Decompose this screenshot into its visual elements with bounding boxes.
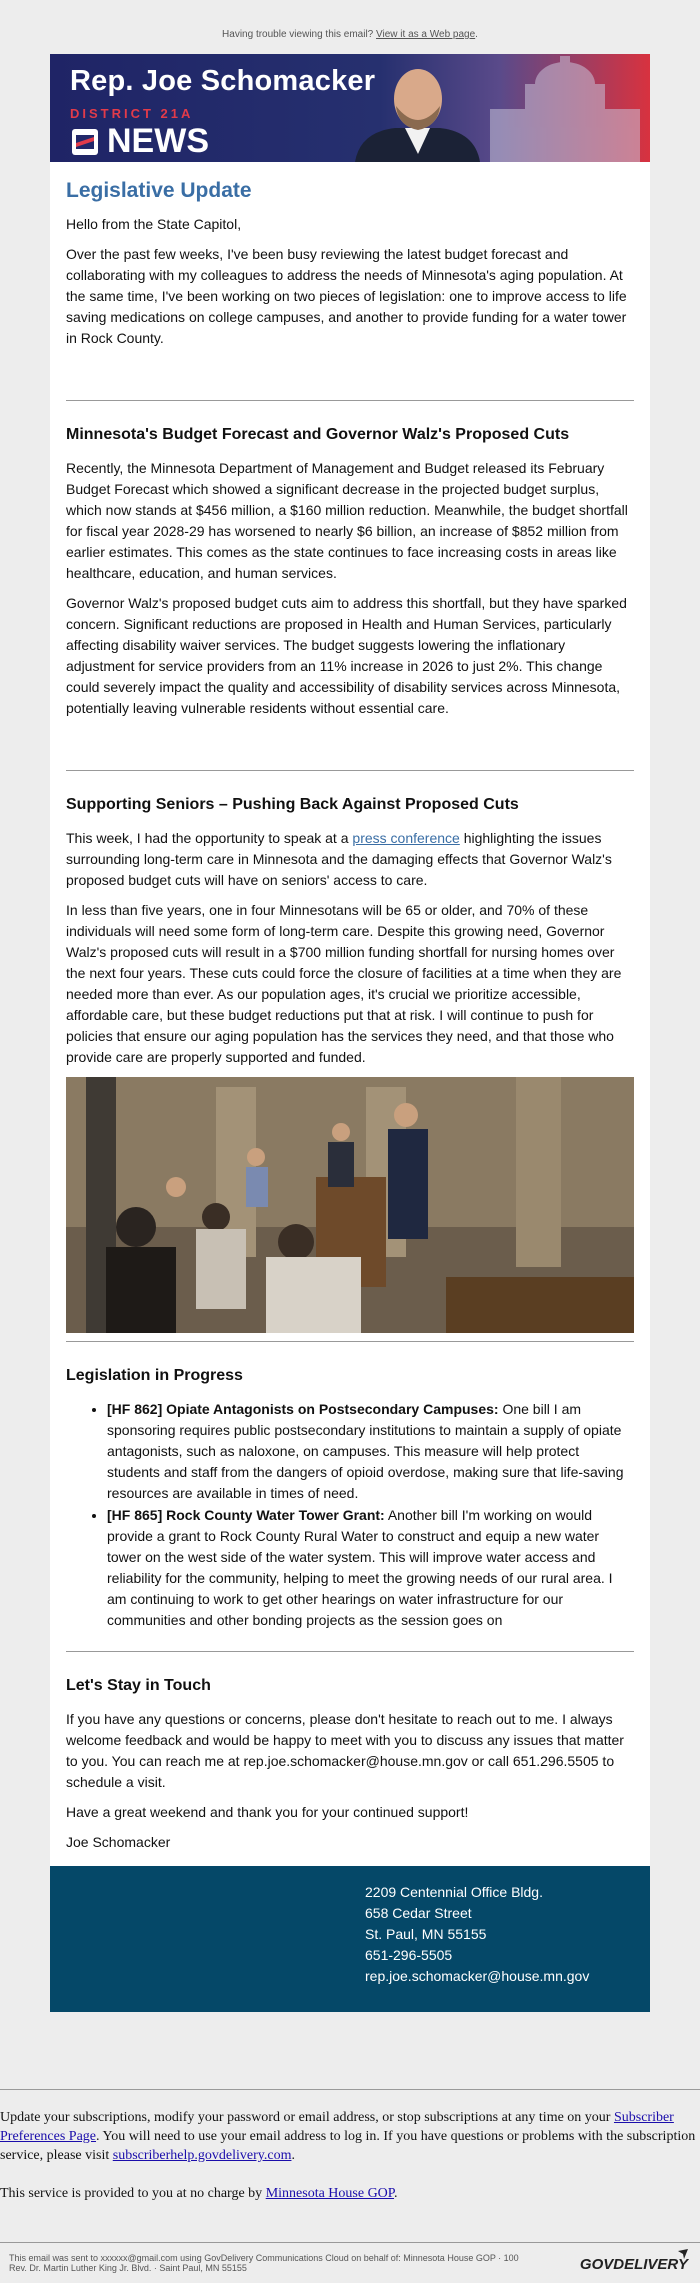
seniors-paragraph-2: In less than five years, one in four Minnesotans will be 65 or older, and 70% of these individuals will need some form of long-term care. Despite this growing need, Governor Walz's proposed cuts will result in a $700 million funding shortfall for nursing homes over the next four years. These cuts could force the closure of facilities at a time when they are needed more than ever. As our population ages, it's crucial we prioritize accessible, affordable care, but these budget reductions put that at risk. I will continue to push for policies that ensure our aging population has the services they need, and that those who provide care are properly supported and funded. [66, 902, 622, 1065]
phone-number: 651-296-5505 [365, 1947, 453, 1963]
newsletter-banner [50, 54, 650, 162]
footer-divider [0, 2242, 700, 2243]
news-label: NEWS [107, 122, 209, 160]
touch-paragraph: If you have any questions or concerns, please don't hesitate to reach out to me. I always welcome feedback and would be happy to meet with you to discuss any issues that matter to you. You can reach me at rep.joe.schomacker@house.mn.gov or call 651.296.5505 to schedule a visit. [66, 1711, 624, 1790]
web-page-link[interactable]: View it as a Web page [376, 29, 476, 40]
city-address: St. Paul, MN 55155 [365, 1926, 487, 1942]
subscription-text-b: . You will need to use your email address to log in. If you have questions or problems with the subscription service, please visit [0, 2129, 696, 2163]
subscription-footer [0, 2089, 700, 2243]
seniors-text-a: This week, I had the opportunity to speak at a [66, 830, 353, 846]
district-label: DISTRICT 21A [70, 106, 194, 121]
seniors-text-b: highlighting the issues surrounding long-term care in Minnesota and the damaging effects that Governor Walz's proposed budget cuts will have on seniors' access to care. [66, 830, 612, 888]
budget-paragraph-1: Recently, the Minnesota Department of Management and Budget released its February Budget Forecast which showed a significant decrease in the projected budget surplus, which now stands at $456 million, a $160 million reduction. Meanwhile, the budget shortfall for fiscal year 2028-29 has worsened to nearly $6 billion, an increase of $852 million from earlier estimates. This comes as the state continues to face increasing costs in areas like healthcare, education, and human services. [66, 460, 628, 581]
email-body [50, 54, 650, 2012]
house-seal-icon [72, 129, 98, 155]
intro-paragraph: Over the past few weeks, I've been busy reviewing the latest budget forecast and collaborating with my colleagues to address the needs of Minnesota's aging population. At the same time, I've been working on two pieces of legislation: one to improve access to life saving medications on college campuses, and another to provide funding for a water tower in Rock County. [66, 246, 627, 346]
seniors-paragraph-1 [66, 828, 634, 891]
trouble-suffix: . [475, 29, 478, 40]
sent-to-line-1: This email was sent to xxxxxx@gmail.com using GovDelivery Communications Cloud on behalf of: Minnesota House GOP · 100 [9, 2253, 519, 2263]
sent-to-line-2: Rev. Dr. Martin Luther King Jr. Blvd. · Saint Paul, MN 55155 [9, 2263, 247, 2273]
bill-title: [HF 865] Rock County Water Tower Grant: [107, 1507, 385, 1523]
list-item [107, 1505, 634, 1631]
contact-footer [50, 1866, 650, 2012]
bill-description: One bill I am sponsoring requires public postsecondary institutions to maintain a supply of opiate antagonists, such as naloxone, on campuses. This measure will help protect students and staff from the dangers of opioid overdose, making sure that life-saving resources are available in times of need. [107, 1401, 624, 1501]
trouble-viewing-note [0, 0, 700, 43]
subscription-text-a: Update your subscriptions, modify your password or email address, or stop subscriptions at any time on your [0, 2110, 614, 2125]
budget-heading: Minnesota's Budget Forecast and Governor Walz's Proposed Cuts [66, 426, 570, 443]
subscription-text [0, 2108, 700, 2165]
office-address: 2209 Centennial Office Bldg. [365, 1884, 543, 1900]
govdelivery-logo[interactable]: GOVDELIVERY [579, 2256, 688, 2273]
email-address: rep.joe.schomacker@house.mn.gov [365, 1968, 590, 1984]
thanks-paragraph: Have a great weekend and thank you for your continued support! [66, 1804, 469, 1820]
subscriber-help-link[interactable]: subscriberhelp.govdelivery.com [112, 2148, 292, 2163]
service-note [0, 2184, 700, 2203]
street-address: 658 Cedar Street [365, 1905, 472, 1921]
press-conference-photo [66, 1077, 634, 1333]
greeting: Hello from the State Capitol, [66, 216, 242, 232]
house-gop-link[interactable]: Minnesota House GOP [265, 2186, 395, 2201]
footer-divider [0, 2089, 700, 2090]
budget-paragraph-2: Governor Walz's proposed budget cuts aim to address this shortfall, but they have sparked concern. Significant reductions are proposed in Health and Human Services, particularly affecting disability waiver services. The budget suggests lowering the inflationary adjustment for service providers from an 11% increase in 2026 to just 2%. This change could severely impact the quality and accessibility of disability services across Minnesota, potentially leaving vulnerable residents without essential care. [66, 595, 627, 716]
bill-description: Another bill I'm working on would provide a grant to Rock County Rural Water to construct and equip a new water tower on the west side of the water system. This will improve water access and reliability for the community, helping to meet the growing needs of our rural area. I am continuing to work to get other hearings on water infrastructure for our communities and other bonding projects as the session goes on [107, 1507, 613, 1628]
press-conference-link[interactable]: press conference [352, 830, 460, 846]
representative-name: Rep. Joe Schomacker [70, 65, 376, 97]
trouble-text: Having trouble viewing this email? [222, 29, 374, 40]
subscription-text-c: . [291, 2148, 295, 2163]
legislation-heading: Legislation in Progress [66, 1367, 243, 1384]
seniors-heading: Supporting Seniors – Pushing Back Against Proposed Cuts [66, 796, 519, 813]
signature: Joe Schomacker [66, 1834, 171, 1850]
touch-heading: Let's Stay in Touch [66, 1677, 211, 1694]
page-title: Legislative Update [66, 179, 252, 202]
contact-address [365, 1882, 589, 1987]
sent-to-note [9, 2253, 609, 2273]
service-suffix: . [394, 2186, 398, 2201]
list-item [107, 1399, 634, 1504]
service-text: This service is provided to you at no charge by [0, 2186, 266, 2201]
bill-title: [HF 862] Opiate Antagonists on Postsecondary Campuses: [107, 1401, 499, 1417]
subscriber-preferences-link[interactable]: Subscriber Preferences Page [0, 2110, 674, 2144]
legislation-list [91, 1399, 634, 1631]
